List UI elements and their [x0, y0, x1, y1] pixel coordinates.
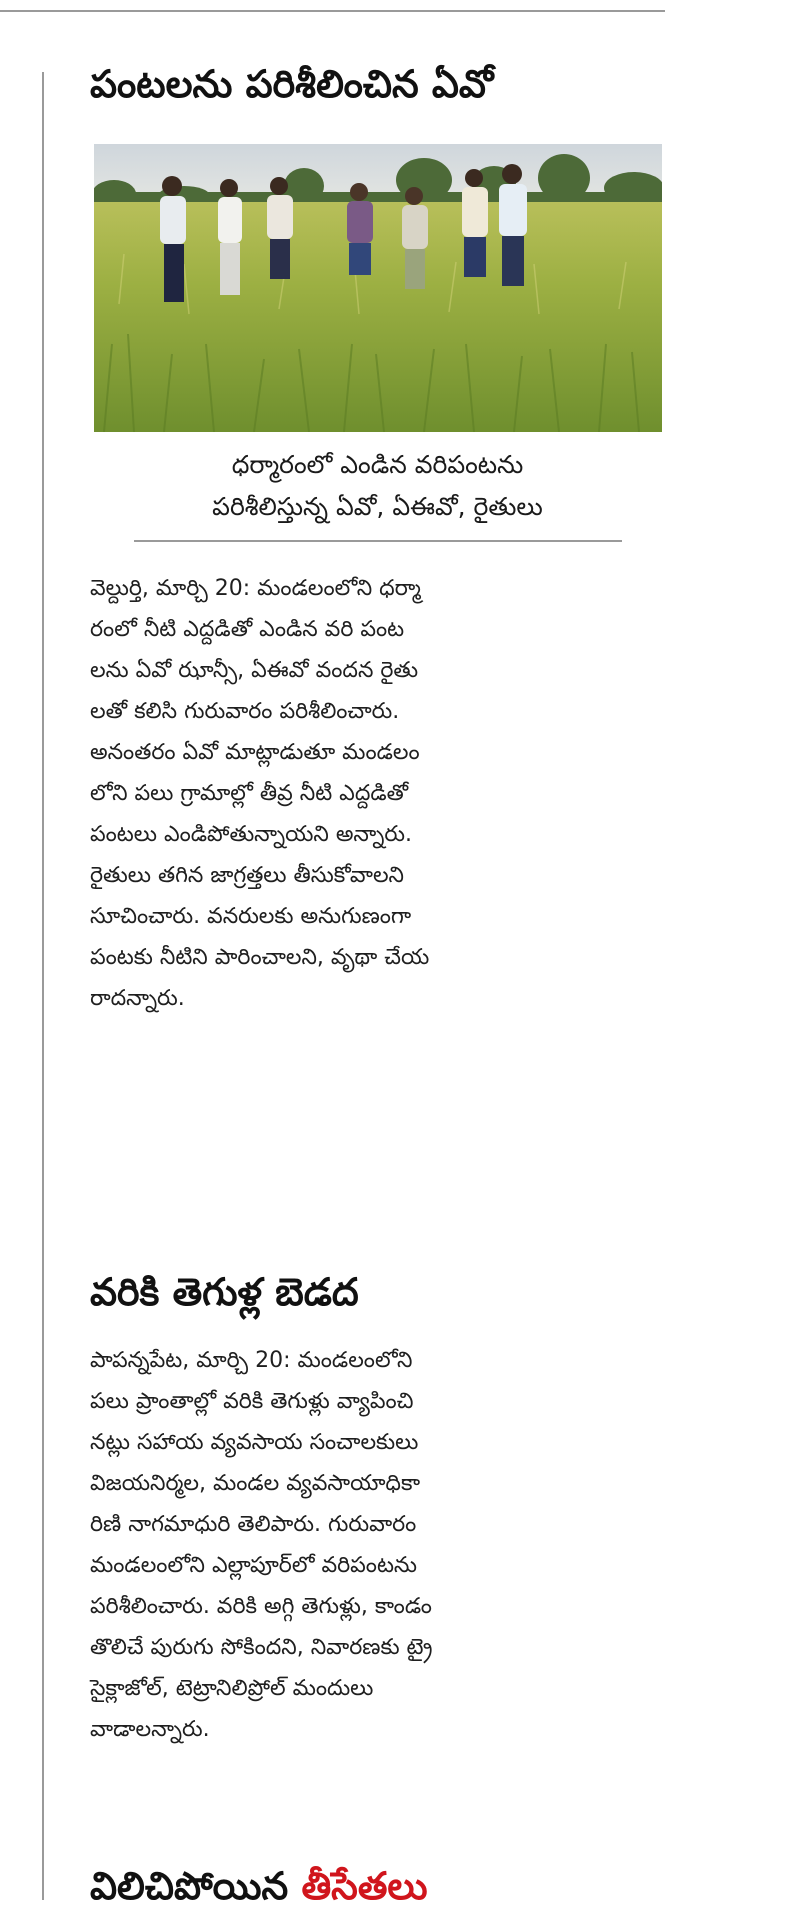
top-divider [0, 10, 665, 12]
body-line: మండలంలోని ఎల్లాపూర్‌లో వరిపంటను [90, 1553, 417, 1578]
body-line: రంలో నీటి ఎద్దడితో ఎండిన వరి పంట [90, 617, 405, 642]
body-line: పాపన్నపేట, మార్చి 20: మండలంలోని [90, 1348, 413, 1373]
body-line: రాదన్నారు. [90, 986, 185, 1011]
article1-headline: పంటలను పరిశీలించిన ఏవో [90, 62, 494, 106]
article3-headline-accent: తీసేతలు [301, 1864, 428, 1908]
body-line: పలు ప్రాంతాల్లో వరికి తెగుళ్లు వ్యాపించి [90, 1389, 414, 1414]
article2-body [90, 1340, 665, 1750]
body-line: అనంతరం ఏవో మాట్లాడుతూ మండలం [90, 740, 420, 765]
column-divider [42, 72, 44, 1900]
body-line: తొలిచే పురుగు సోకిందని, నివారణకు ట్రై [90, 1635, 433, 1660]
body-line: రైతులు తగిన జాగ్రత్తలు తీసుకోవాలని [90, 863, 404, 888]
article1-caption [90, 444, 665, 528]
body-line: సూచించారు. వనరులకు అనుగుణంగా [90, 904, 412, 929]
body-line: పంటకు నీటిని పారించాలని, వృథా చేయ [90, 945, 430, 970]
body-line: లతో కలిసి గురువారం పరిశీలించారు. [90, 699, 400, 724]
body-line: వాడాలన్నారు. [90, 1717, 210, 1742]
body-line: పంటలు ఎండిపోతున్నాయని అన్నారు. [90, 822, 412, 847]
body-line: పరిశీలించారు. వరికి అగ్గి తెగుళ్లు, కాండం [90, 1594, 432, 1619]
body-line: విజయనిర్మల, మండల వ్యవసాయాధికా [90, 1471, 421, 1496]
article1-body [90, 568, 665, 1019]
caption-line: ధర్మారంలో ఎండిన వరిపంటను [231, 450, 524, 479]
article3-headline-part1: విలిచిపోయిన [90, 1864, 302, 1908]
caption-divider [134, 540, 622, 542]
article1-photo [94, 144, 662, 432]
body-line: లను ఏవో ఝాన్సీ, ఏఈవో వందన రైతు [90, 658, 419, 683]
body-line: వెల్దుర్తి, మార్చి 20: మండలంలోని ధర్మా [90, 576, 421, 601]
body-line: నట్లు సహాయ వ్యవసాయ సంచాలకులు [90, 1430, 419, 1455]
body-line: లోని పలు గ్రామాల్లో తీవ్ర నీటి ఎద్దడితో [90, 781, 409, 806]
body-line: సైక్లాజోల్, టెట్రానిలిప్రోల్ మందులు [90, 1676, 374, 1701]
caption-line: పరిశీలిస్తున్న ఏవో, ఏఈవో, రైతులు [212, 492, 543, 521]
paddy-field-photo [94, 144, 662, 432]
article3-headline [90, 1858, 665, 1914]
article2-headline: వరికి తెగుళ్ల బెడద [90, 1270, 359, 1314]
body-line: రిణి నాగమాధురి తెలిపారు. గురువారం [90, 1512, 417, 1537]
